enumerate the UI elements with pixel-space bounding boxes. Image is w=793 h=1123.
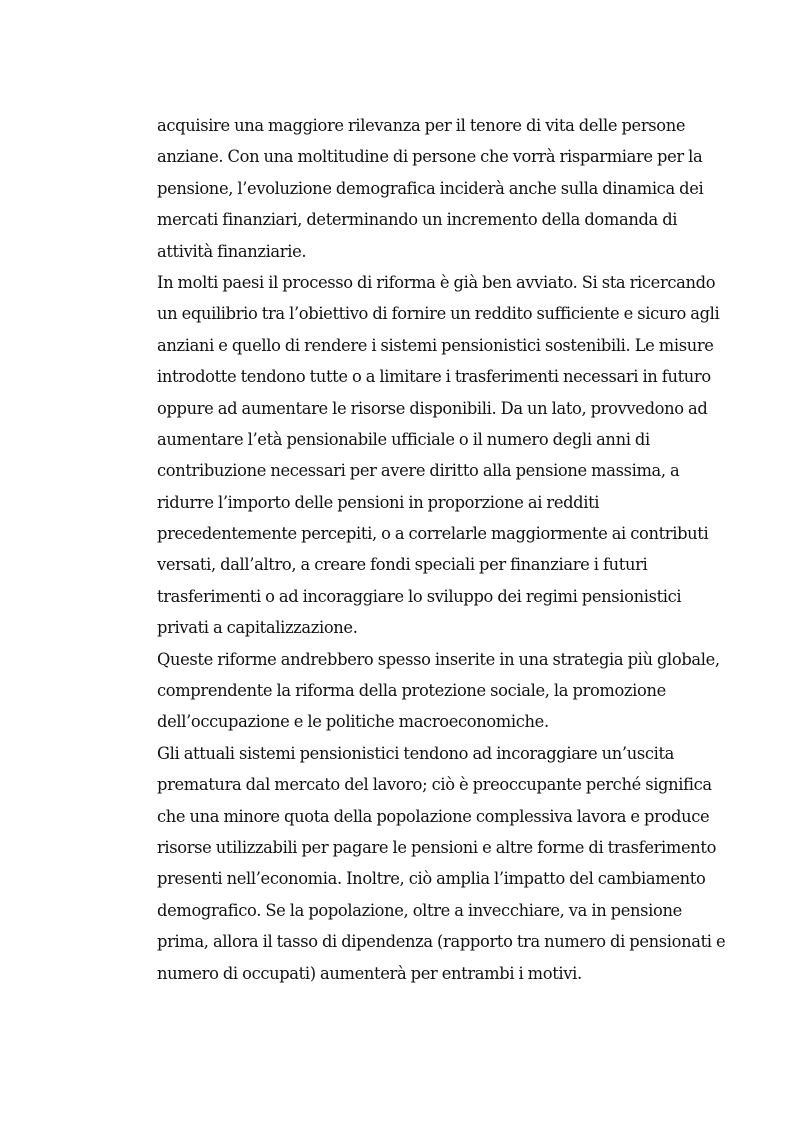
text-line: risorse utilizzabili per pagare le pensioni e altre forme di trasferimento <box>157 837 717 857</box>
text-line: numero di occupati) aumenterà per entrambi i motivi. <box>157 963 582 983</box>
text-line: Gli attuali sistemi pensionistici tendono ad incoraggiare un’uscita <box>157 743 675 763</box>
text-line: presenti nell’economia. Inoltre, ciò amplia l’impatto del cambiamento <box>157 869 706 889</box>
paragraph-2 <box>157 267 720 644</box>
text-line: che una minore quota della popolazione complessiva lavora e produce <box>157 806 710 826</box>
text-line: trasferimenti o ad incoraggiare lo sviluppo dei regimi pensionistici <box>157 586 682 606</box>
text-line: comprendente la riforma della protezione sociale, la promozione <box>157 681 666 701</box>
text-line: pensione, l’evoluzione demografica inciderà anche sulla dinamica dei <box>157 178 704 198</box>
text-line: ridurre l’importo delle pensioni in proporzione ai redditi <box>157 492 600 512</box>
paragraph-3 <box>157 644 720 738</box>
text-line: contribuzione necessari per avere diritto alla pensione massima, a <box>157 461 680 481</box>
text-line: demografico. Se la popolazione, oltre a invecchiare, va in pensione <box>157 900 682 920</box>
text-line: mercati finanziari, determinando un incremento della domanda di <box>157 210 678 230</box>
paragraph-1 <box>157 110 704 267</box>
text-line: versati, dall’altro, a creare fondi speciali per finanziare i futuri <box>157 555 648 575</box>
text-line: un equilibrio tra l’obiettivo di fornire un reddito sufficiente e sicuro agli <box>157 304 720 324</box>
text-line: prima, allora il tasso di dipendenza (rapporto tra numero di pensionati e <box>157 932 726 952</box>
text-line: introdotte tendono tutte o a limitare i trasferimenti necessari in futuro <box>157 367 711 387</box>
body-text <box>157 110 726 989</box>
paragraph-4 <box>157 738 726 989</box>
text-line: attività finanziarie. <box>157 241 307 261</box>
text-line: In molti paesi il processo di riforma è già ben avviato. Si sta ricercando <box>157 272 716 292</box>
text-line: precedentemente percepiti, o a correlarle maggiormente ai contributi <box>157 524 709 544</box>
text-line: dell’occupazione e le politiche macroeconomiche. <box>157 712 549 732</box>
text-line: anziane. Con una moltitudine di persone che vorrà risparmiare per la <box>157 147 703 167</box>
text-line: privati a capitalizzazione. <box>157 618 358 638</box>
text-line: Queste riforme andrebbero spesso inserite in una strategia più globale, <box>157 649 720 669</box>
text-line: acquisire una maggiore rilevanza per il tenore di vita delle persone <box>157 116 686 135</box>
text-line: aumentare l’età pensionabile ufficiale o il numero degli anni di <box>157 429 650 449</box>
text-line: anziani e quello di rendere i sistemi pensionistici sostenibili. Le misure <box>157 335 714 355</box>
text-line: prematura dal mercato del lavoro; ciò è preoccupante perché significa <box>157 775 712 795</box>
text-line: oppure ad aumentare le risorse disponibili. Da un lato, provvedono ad <box>157 398 708 418</box>
